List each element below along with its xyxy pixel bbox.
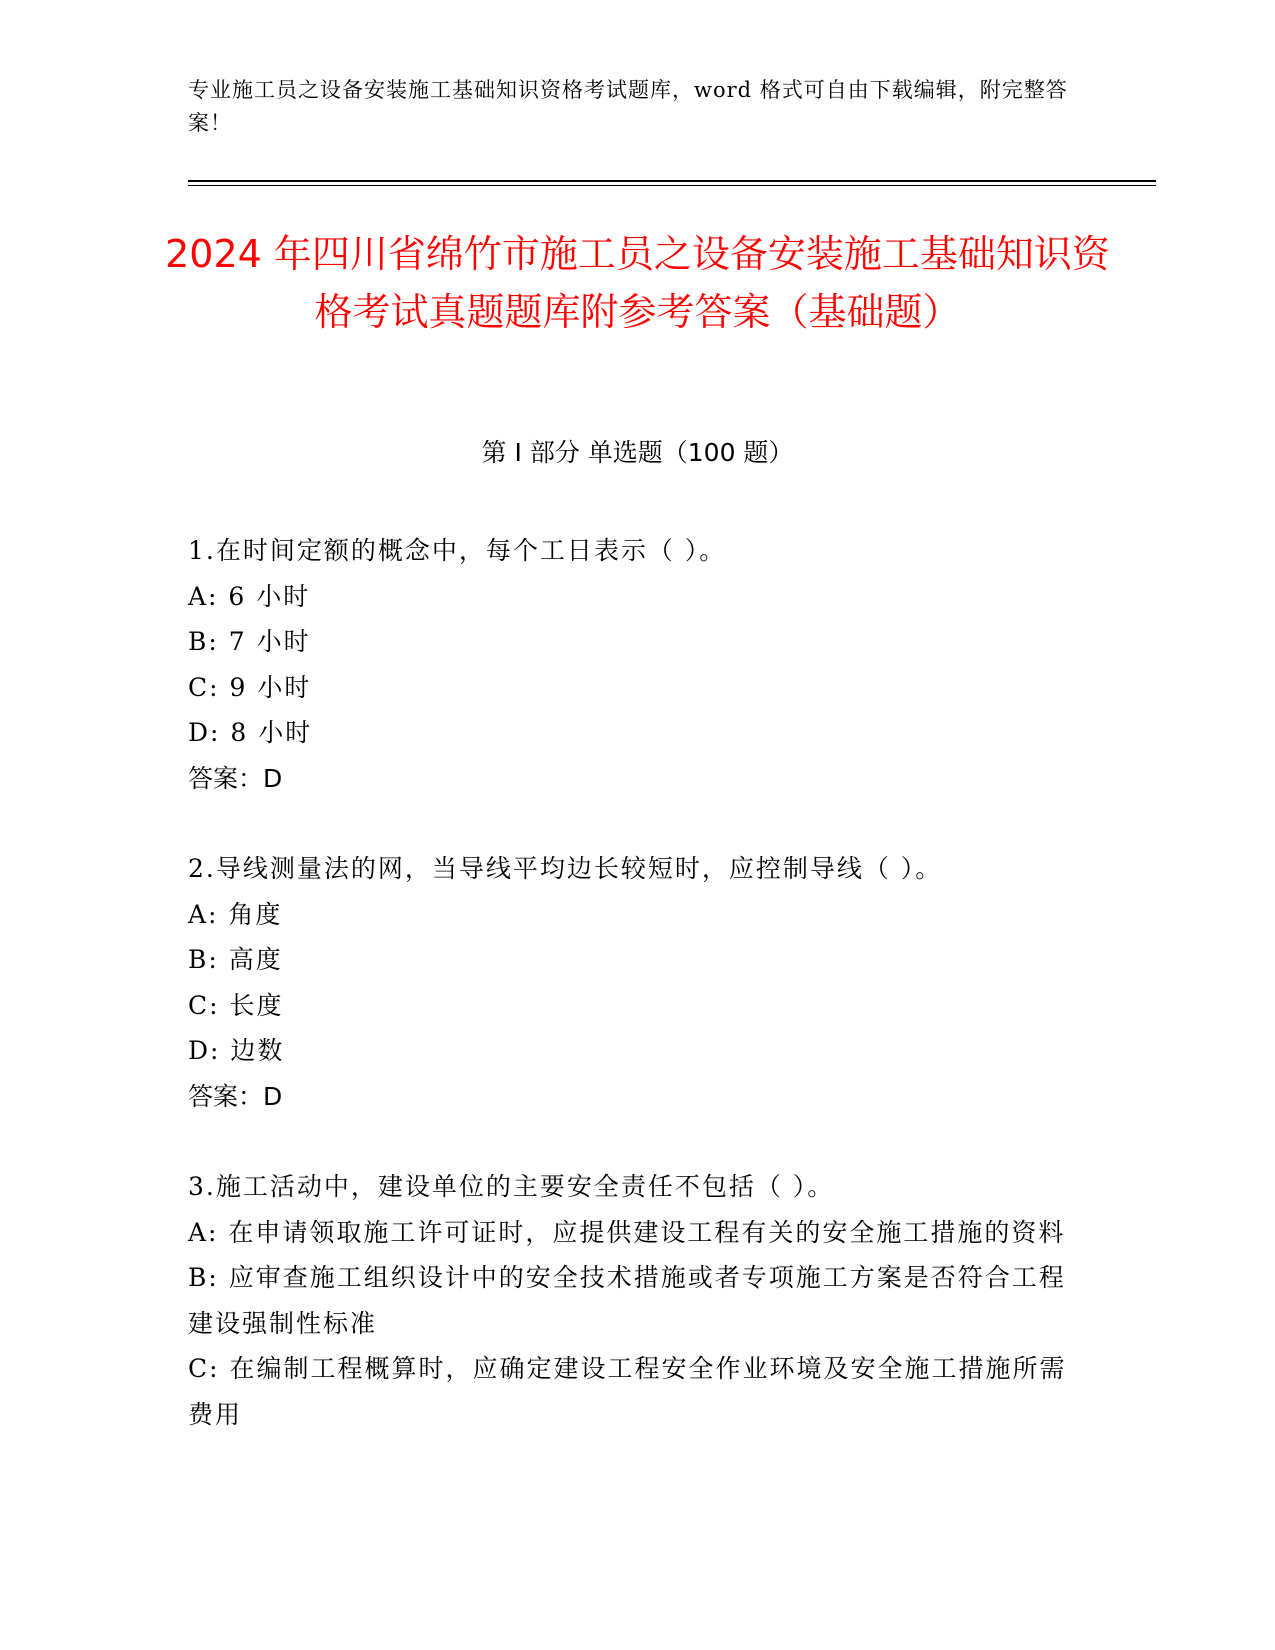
section-heading: 第 I 部分 单选题（100 题）	[481, 438, 794, 467]
option-c: C: 在编制工程概算时，应确定建设工程安全作业环境及安全施工措施所需费用	[188, 1354, 1067, 1429]
option-b: B: 高度	[188, 945, 283, 974]
option-d: D: 边数	[188, 1036, 285, 1065]
document-title: 2024 年四川省绵竹市施工员之设备安装施工基础知识资格考试真题题库附参考答案（基础题）	[165, 232, 1110, 334]
question-3	[188, 1164, 1073, 1437]
header-divider-thin	[188, 185, 1156, 186]
question-stem: 2.导线测量法的网，当导线平均边长较短时，应控制导线（ ）。	[188, 854, 943, 883]
question-stem: 1.在时间定额的概念中，每个工日表示（ ）。	[188, 536, 727, 565]
option-c: C: 长度	[188, 990, 284, 1020]
question-2	[188, 846, 1073, 1119]
answer-label: 答案：D	[188, 763, 283, 793]
header-note: 专业施工员之设备安装施工基础知识资格考试题库，word 格式可自由下载编辑，附完整答案！	[188, 78, 1068, 135]
option-a: A: 在申请领取施工许可证时，应提供建设工程有关的安全施工措施的资料	[188, 1217, 1066, 1247]
question-list	[188, 528, 1073, 1482]
option-a: A: 角度	[188, 899, 283, 929]
option-c: C: 9 小时	[188, 672, 312, 702]
question-stem: 3.施工活动中，建设单位的主要安全责任不包括（ ）。	[188, 1172, 835, 1201]
option-a: A: 6 小时	[188, 581, 311, 611]
answer-label: 答案：D	[188, 1081, 283, 1111]
header-divider-thick	[188, 180, 1156, 182]
option-d: D: 8 小时	[188, 718, 313, 747]
question-1	[188, 528, 1073, 801]
option-b: B: 应审查施工组织设计中的安全技术措施或者专项施工方案是否符合工程建设强制性标准	[188, 1263, 1066, 1338]
option-b: B: 7 小时	[188, 627, 311, 656]
